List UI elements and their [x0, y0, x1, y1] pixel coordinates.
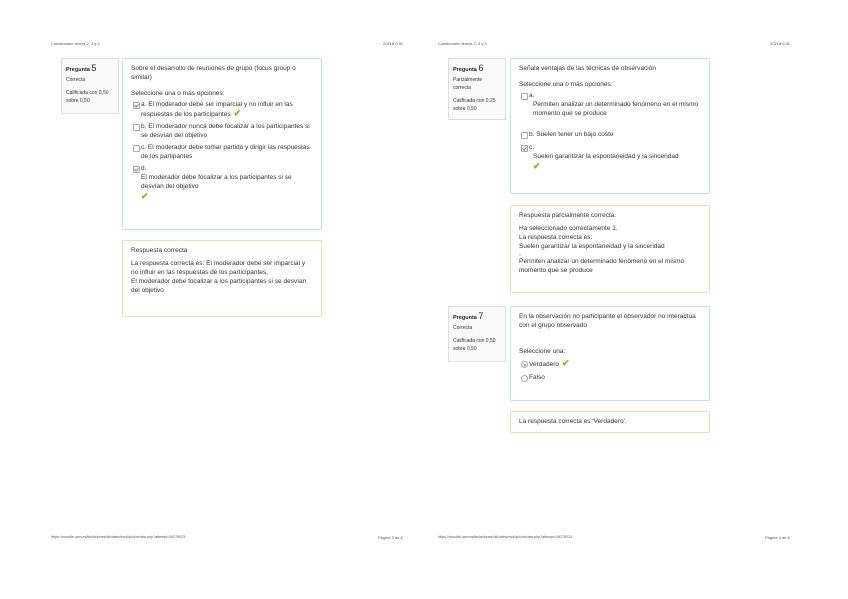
checkbox-icon[interactable]	[521, 132, 528, 139]
question-number: 5	[91, 63, 97, 73]
check-icon: ✔	[533, 161, 541, 171]
question-content	[510, 58, 710, 194]
radio-icon[interactable]	[521, 375, 528, 382]
header-title: Cuestionario temas 2, 3 y 4	[438, 41, 487, 46]
question-label: Pregunta 7	[453, 311, 484, 321]
option-a[interactable]: a. Permiten analizar un determinado fenómeno en el mismo momento que se produce	[519, 91, 701, 118]
question-grade: Calificada con 0,50 sobre 0,50	[66, 90, 109, 104]
check-icon: ✔	[233, 108, 242, 118]
question-text: Señala ventajas de las técnicas de observación	[519, 65, 656, 72]
feedback-line: El moderador debe focalizar a los participantes si se desvían del objetivo	[131, 278, 307, 294]
feedback-line: La respuesta correcta es: El moderador debe ser imparcial y no influir en las respuestas de los participantes,	[131, 260, 306, 276]
feedback-selected: Ha seleccionado correctamente 1.	[519, 225, 618, 232]
feedback-separator: ,	[519, 250, 521, 257]
option-true[interactable]: Verdadero ✔	[519, 359, 701, 369]
question-text: Sobre el desarrollo de reuniones de grupo (focus group o similar)	[131, 65, 296, 81]
question-prompt: Seleccione una o más opciones:	[519, 81, 613, 88]
feedback-title: Respuesta correcta	[131, 247, 188, 254]
header-title: Cuestionario temas 2, 3 y 4	[51, 41, 100, 46]
feedback-title: Respuesta parcialmente correcta.	[519, 212, 617, 219]
footer-url: https://moodle.upm.es/titulaciones/oficiales/mod/quiz/review.php?attempt=26278023	[438, 535, 573, 539]
option-c[interactable]: c. Suelen garantizar la espontaneidad y la sinceridad ✔	[519, 143, 701, 171]
option-b[interactable]: b. El moderador nunca debe focalizar a los participantes si se desvían del objetivo	[131, 122, 313, 140]
page-4	[424, 0, 848, 599]
question-status: Parcialmente correcta	[453, 77, 483, 91]
question-prompt: Seleccione una:	[519, 348, 566, 355]
question-status: Correcta	[453, 325, 473, 331]
option-b[interactable]: b. Suelen tener un bajo coste	[519, 130, 701, 139]
radio-icon[interactable]	[521, 361, 528, 368]
feedback-box	[122, 240, 322, 317]
question-content	[510, 306, 710, 401]
footer-url: https://moodle.upm.es/titulaciones/oficiales/mod/quiz/review.php?attempt=26278023	[51, 535, 186, 539]
checkbox-icon[interactable]	[133, 124, 140, 131]
question-text: En la observación no participante el observador no interactúa con el grupo observado	[519, 313, 696, 329]
option-c[interactable]: c. El moderador debe tomar partido y dirigir las respuestas de los partipantes	[131, 143, 313, 161]
feedback-text: La respuesta correcta es 'Verdadero'.	[519, 418, 627, 425]
checkbox-icon[interactable]	[133, 102, 140, 109]
checkbox-icon[interactable]	[521, 145, 528, 152]
footer-page: Página 3 de 6	[378, 535, 403, 540]
footer-page: Página 4 de 6	[765, 535, 790, 540]
question-prompt: Seleccione una o más opciones:	[131, 90, 225, 97]
option-false[interactable]: Falso	[519, 373, 701, 382]
checkbox-icon[interactable]	[133, 145, 140, 152]
question-number: 6	[478, 63, 484, 73]
question-grade: Calificada con 0,50 sobre 0,50	[453, 338, 496, 352]
feedback-box	[510, 411, 710, 433]
question-grade: Calificada con 0,25 sobre 0,50	[453, 98, 496, 112]
option-a[interactable]: a. El moderador debe ser imparcial y no influir en las respuestas de los participantes ✔	[131, 100, 313, 119]
option-d[interactable]: d. El moderador debe focalizar a los participantes si se desvían del objetivo ✔	[131, 164, 313, 201]
question-info	[448, 58, 506, 120]
feedback-answer: Permiten analizar un determinado fenómeno en el mismo momento que se produce	[519, 258, 685, 274]
question-content	[122, 58, 322, 230]
feedback-intro: La respuesta correcta es:	[519, 234, 593, 241]
question-status: Correcta	[66, 77, 86, 83]
question-number: 7	[478, 311, 484, 321]
check-icon: ✔	[141, 191, 149, 201]
header-datetime: 2/3/18 0:31	[383, 41, 404, 46]
question-label: Pregunta 5	[66, 63, 97, 73]
question-info	[448, 306, 506, 362]
checkbox-icon[interactable]	[521, 93, 528, 100]
feedback-box	[510, 205, 710, 293]
feedback-answer: Suelen garantizar la espontaneidad y la sinceridad	[519, 243, 665, 250]
checkbox-icon[interactable]	[133, 166, 140, 173]
header-datetime: 2/3/18 0:31	[770, 41, 791, 46]
check-icon: ✔	[562, 358, 570, 368]
question-label: Pregunta 6	[453, 63, 484, 73]
question-info	[61, 58, 119, 114]
